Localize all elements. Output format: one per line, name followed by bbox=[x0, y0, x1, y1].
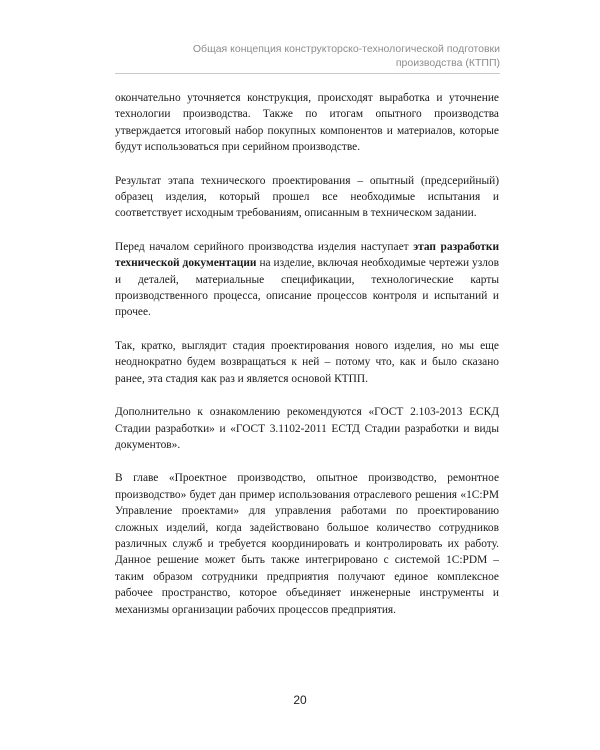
paragraph-3-tail: на изделие, включая необходимые чертежи узлов и деталей, материальные спецификации, технологические карты производственного процесса, описание процессов контроля и испытаний и прочее. bbox=[115, 257, 499, 319]
paragraph-6: В главе «Проектное производство, опытное производство, ремонтное производство» будет дан пример использования отраслевого решения «1С:PM Управление проектами» для управления работами по проектированию сложных изделий, когда задействовано большое количество сотрудников различных служб и требуется координировать и контролировать их работу. Данное решение может быть также интегрировано с системой 1С:PDM – таким образом сотрудники предприятия получают единое комплексное рабочее пространство, которое объединяет инженерные инструменты и механизмы организации рабочих процессов предприятия. bbox=[115, 472, 499, 616]
paragraph-4: Так, кратко, выглядит стадия проектирования нового изделия, но мы еще неоднократно будем возвращаться к ней – потому что, как и было сказано ранее, эта стадия как раз и является основой КТПП. bbox=[115, 339, 499, 385]
running-header-line-2: производства (КТПП) bbox=[395, 57, 500, 69]
paragraph-3-lead: Перед началом серийного производства изделия наступает bbox=[115, 240, 414, 253]
running-header bbox=[100, 42, 500, 70]
paragraph-5: Дополнительно к ознакомлению рекомендуются «ГОСТ 2.103-2013 ЕСКД Стадии разработки» и «ГОСТ 3.1102-2011 ЕСТД Стадии разработки и виды документов». bbox=[115, 406, 499, 451]
paragraph-1: окончательно уточняется конструкция, происходят выработка и уточнение технологии производства. Также по итогам опытного производства утверждается итоговый набор покупных компонентов и материалов, которые будут использоваться при серийном производстве. bbox=[115, 92, 499, 154]
body-text bbox=[115, 90, 499, 635]
running-header-line-1: Общая концепция конструкторско-технологической подготовки bbox=[192, 43, 500, 55]
paragraph-2: Результат этапа технического проектирования – опытный (предсерийный) образец изделия, который прошел все необходимые испытания и соответствует исходным требованиям, описанным в техническом задании. bbox=[115, 174, 499, 220]
page-number: 20 bbox=[293, 693, 307, 707]
paragraph-3-emphasis: этап разработки технической документации bbox=[115, 240, 500, 270]
header-divider bbox=[115, 73, 500, 74]
paragraph-3 bbox=[115, 239, 499, 321]
